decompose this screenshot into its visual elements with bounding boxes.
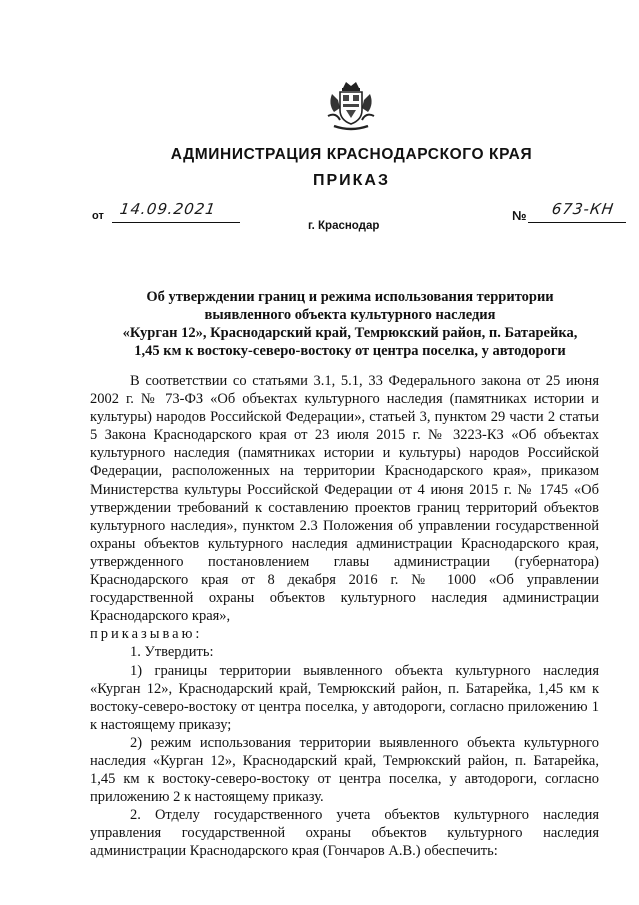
organization-name: АДМИНИСТРАЦИЯ КРАСНОДАРСКОГО КРАЯ: [170, 146, 533, 163]
title-line: Об утверждении границ и режима использования территории: [146, 289, 554, 305]
order-word: приказываю:: [90, 626, 203, 643]
item-1: 1. Утвердить:: [130, 644, 214, 661]
date-value: 14.09.2021: [118, 200, 218, 218]
document-type: ПРИКАЗ: [312, 172, 390, 189]
title-line: «Курган 12», Краснодарский край, Темрюкский район, п. Батарейка,: [122, 325, 578, 341]
document-body: [90, 372, 599, 861]
number-label: №: [512, 208, 527, 223]
date-field: [112, 202, 240, 223]
item-1-2: 2) режим использования территории выявленного объекта культурного наследия «Курган 12», Краснодарский край, Темрюкский район, п. Батарейка, 1,45 км к востоку-северо-востоку от центра поселка, у автодороги, согласно приложению 2 к настоящему приказу.: [90, 734, 599, 806]
item-1-1: 1) границы территории выявленного объекта культурного наследия «Курган 12», Краснодарский край, Темрюкский район, п. Батарейка, 1,45 км к востоку-северо-востоку от центра поселка, у автодороги, согласно приложению 1 к настоящему приказу;: [90, 662, 599, 733]
city-label: г. Краснодар: [308, 220, 380, 232]
title-line: выявленного объекта культурного наследия: [204, 307, 496, 323]
preamble-paragraph: В соответствии со статьями 3.1, 5.1, 33 Федерального закона от 25 июня 2002 г. № 73-ФЗ «Об объектах культурного наследия (памятниках истории и культуры) народов Российской Федерации», статьей 3, пунктом 29 части 2 статьи 5 Закона Краснодарского края от 23 июля 2015 г. № 3223-КЗ «Об объектах культурного наследия (памятниках истории и культуры) народов Российской Федерации, расположенных на территории Краснодарского края», приказом Министерства культуры Российской Федерации от 4 июня 2015 г. № 1745 «Об утверждении требований к составлению проектов границ территорий объектов культурного наследия», пунктом 2.3 Положения об управлении государственной охраны объектов культурного наследия администрации Краснодарского края, утвержденного постановлением главы администрации (губернатора) Краснодарского края от 8 декабря 2016 г. № 1000 «Об управлении государственной охраны объектов культурного наследия администрации Краснодарского края»,: [90, 373, 599, 625]
krasnodar-coat-of-arms-icon: [326, 80, 376, 132]
item-2: 2. Отделу государственного учета объектов культурного наследия управления государственной охраны объектов культурного наследия администрации Краснодарского края (Гончаров А.В.) обеспечить:: [90, 807, 599, 860]
title-line: 1,45 км к востоку-северо-востоку от центра поселка, у автодороги: [134, 343, 566, 359]
document-title: [90, 288, 610, 360]
number-field: [528, 202, 626, 223]
date-label: от: [92, 210, 104, 222]
document-meta: [92, 198, 632, 238]
number-value: 673-КН: [550, 200, 616, 218]
